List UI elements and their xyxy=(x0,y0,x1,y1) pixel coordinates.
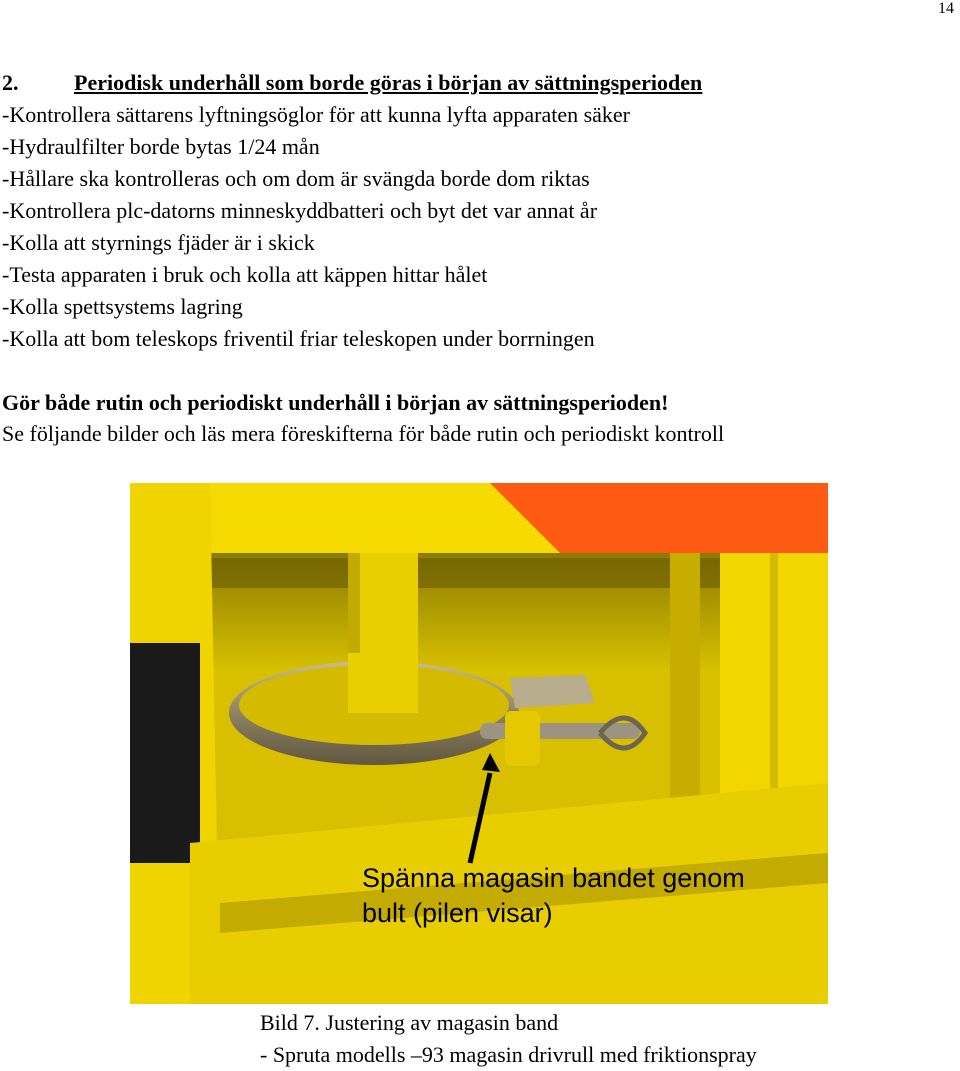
caption-title: Bild 7. Justering av magasin band xyxy=(260,1010,559,1035)
photo-label-line1: Spänna magasin bandet genom xyxy=(362,863,745,893)
checklist-item: -Kontrollera sättarens lyftningsöglor för att kunna lyfta apparaten säker xyxy=(2,102,630,127)
checklist-item: -Hydraulfilter borde bytas 1/24 mån xyxy=(2,134,320,159)
maintenance-photo xyxy=(130,483,828,1004)
tension-bolt xyxy=(480,723,640,739)
section-title: Periodisk underhåll som borde göras i början av sättningsperioden xyxy=(74,70,703,95)
checklist-item: -Kontrollera plc-datorns minneskyddbatteri och byt det var annat år xyxy=(2,198,598,223)
checklist-item: -Kolla att bom teleskops friventil friar teleskopen under borrningen xyxy=(2,326,595,351)
photo-label-line2: bult (pilen visar) xyxy=(362,898,553,928)
page-number: 14 xyxy=(938,0,954,17)
maintenance-checklist xyxy=(2,99,630,355)
section-heading xyxy=(2,70,702,96)
section-number: 2. xyxy=(2,70,19,95)
notice-plain: Se följande bilder och läs mera föreskifterna för både rutin och periodiskt kontroll xyxy=(2,421,725,446)
dark-block xyxy=(130,643,200,863)
checklist-item: -Testa apparaten i bruk och kolla att käppen hittar hålet xyxy=(2,262,488,287)
caption-note: - Spruta modells –93 magasin drivrull med friktionspray xyxy=(260,1042,757,1067)
checklist-item: -Hållare ska kontrolleras och om dom är svängda borde dom riktas xyxy=(2,166,590,191)
notice-bold: Gör både rutin och periodiskt underhåll i början av sättningsperioden! xyxy=(2,390,669,415)
photo-caption xyxy=(260,1007,757,1071)
checklist-item: -Kolla att styrnings fjäder är i skick xyxy=(2,230,315,255)
checklist-item: -Kolla spettsystems lagring xyxy=(2,294,243,319)
